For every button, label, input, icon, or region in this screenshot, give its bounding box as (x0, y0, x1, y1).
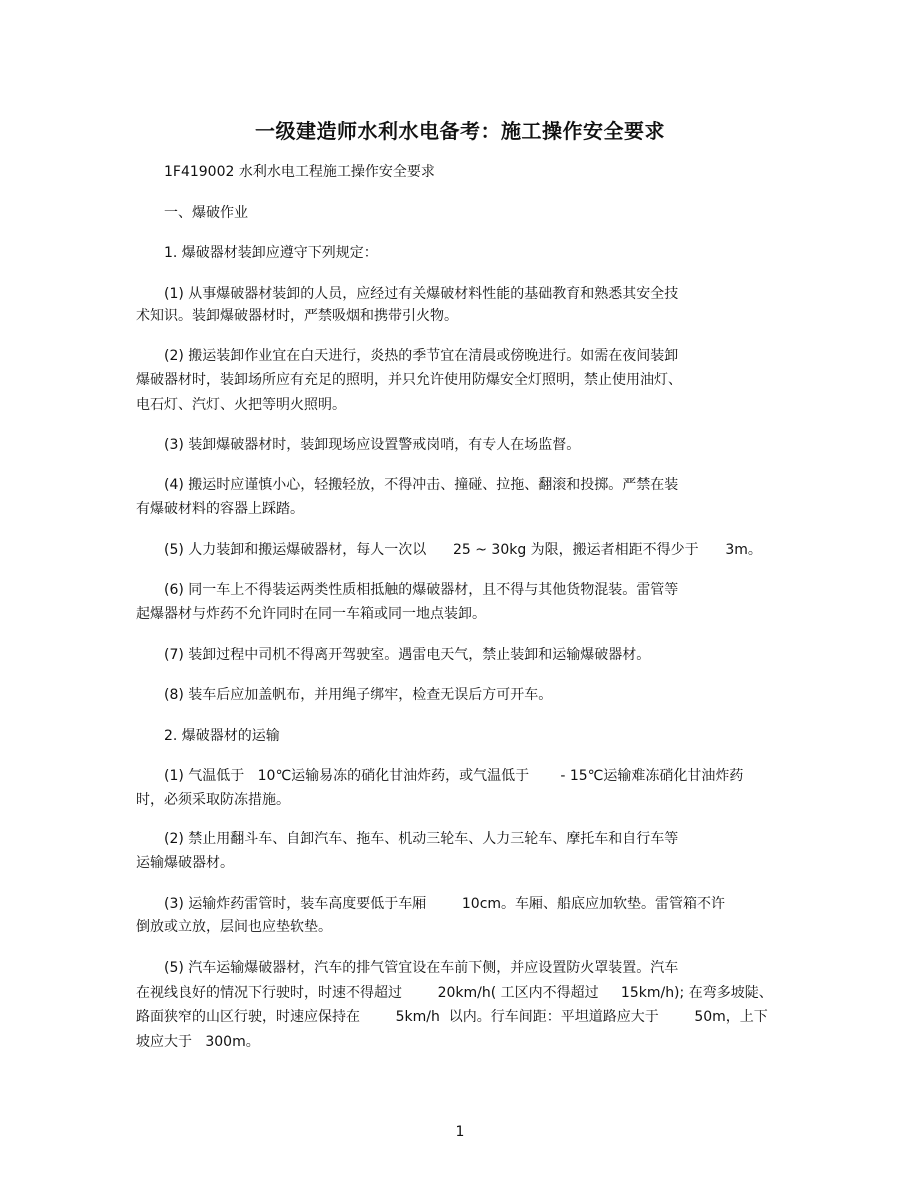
subsection-heading: 2. 爆破器材的运输 (164, 728, 280, 744)
paragraph-line: 术知识。装卸爆破器材时，严禁吸烟和携带引火物。 (136, 308, 458, 324)
paragraph-line: (1) 气温低于 10℃运输易冻的硝化甘油炸药，或气温低于 - 15℃运输难冻硝化甘油炸药 (164, 768, 744, 784)
paragraph-line: 爆破器材时，装卸场所应有充足的照明，并只允许使用防爆安全灯照明，禁止使用油灯、 (136, 372, 682, 388)
paragraph-line: 倒放或立放，层间也应垫软垫。 (136, 919, 332, 935)
paragraph-line: 电石灯、汽灯、火把等明火照明。 (136, 397, 346, 413)
paragraph-line: (6) 同一车上不得装运两类性质相抵触的爆破器材，且不得与其他货物混装。雷管等 (164, 582, 679, 598)
paragraph-line: (7) 装卸过程中司机不得离开驾驶室。遇雷电天气，禁止装卸和运输爆破器材。 (164, 647, 651, 663)
paragraph-line: (4) 搬运时应谨慎小心，轻搬轻放，不得冲击、撞碰、拉拖、翻滚和投掷。严禁在装 (164, 477, 679, 493)
paragraph-line: (8) 装车后应加盖帆布，并用绳子绑牢，检查无误后方可开车。 (164, 687, 553, 703)
paragraph-line: (1) 从事爆破器材装卸的人员，应经过有关爆破材料性能的基础教育和熟悉其安全技 (164, 286, 679, 302)
subsection-heading: 1. 爆破器材装卸应遵守下列规定： (164, 245, 378, 261)
paragraph-line: (3) 运输炸药雷管时，装车高度要低于车厢 10cm。车厢、船底应加软垫。雷管箱不许 (164, 896, 726, 912)
paragraph-line: 时，必须采取防冻措施。 (136, 792, 290, 808)
page-number: 1 (455, 1124, 465, 1140)
paragraph-line: 有爆破材料的容器上踩踏。 (136, 501, 304, 517)
document-title: 一级建造师水利水电备考：施工操作安全要求 (255, 119, 665, 143)
paragraph-line: (2) 禁止用翻斗车、自卸汽车、拖车、机动三轮车、人力三轮车、摩托车和自行车等 (164, 831, 679, 847)
paragraph-line: (5) 人力装卸和搬运爆破器材，每人一次以 25 ~ 30kg 为限，搬运者相距不得少于 3m。 (164, 542, 762, 558)
paragraph-line: 坡应大于 300m。 (136, 1034, 260, 1050)
paragraph-line: (2) 搬运装卸作业宜在白天进行，炎热的季节宜在清晨或傍晚进行。如需在夜间装卸 (164, 348, 679, 364)
paragraph-line: (5) 汽车运输爆破器材，汽车的排气管宜设在车前下侧，并应设置防火罩装置。汽车 (164, 960, 679, 976)
paragraph-line: 在视线良好的情况下行驶时，时速不得超过 20km/h( 工区内不得超过 15km/h); 在弯多坡陡、 (136, 985, 773, 1001)
paragraph-line: 路面狭窄的山区行驶，时速应保持在 5km/h 以内。行车间距：平坦道路应大于 50m，上下 (136, 1009, 768, 1025)
section-heading: 一、爆破作业 (164, 205, 248, 221)
paragraph-line: 起爆器材与炸药不允许同时在同一车箱或同一地点装卸。 (136, 606, 486, 622)
section-code: 1F419002 水利水电工程施工操作安全要求 (164, 164, 435, 180)
paragraph-line: 运输爆破器材。 (136, 855, 234, 871)
paragraph-line: (3) 装卸爆破器材时，装卸现场应设置警戒岗哨，有专人在场监督。 (164, 437, 581, 453)
